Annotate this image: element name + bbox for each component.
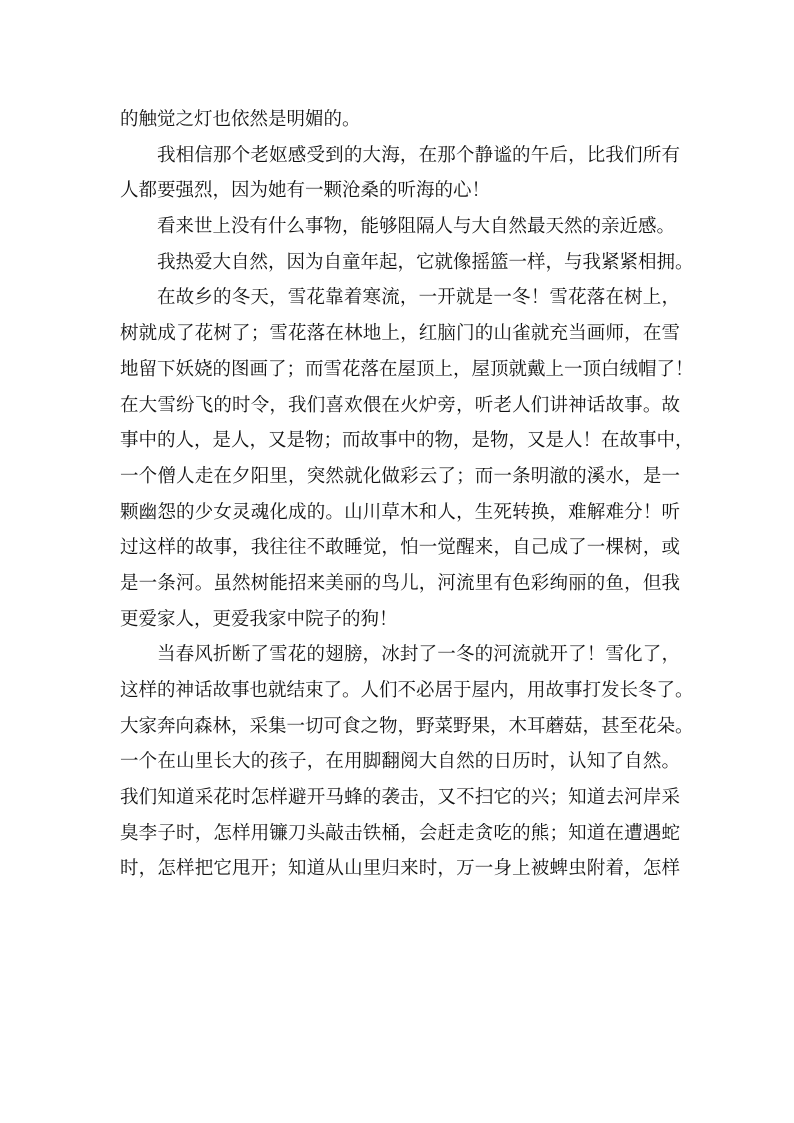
text-line: 大家奔向森林，采集一切可食之物，野菜野果，木耳蘑菇，甚至花朵。 bbox=[120, 715, 694, 737]
text-line: 我相信那个老妪感受到的大海，在那个静谧的午后，比我们所有 bbox=[157, 144, 680, 166]
text-line: 我们知道采花时怎样避开马蜂的袭击，又不扫它的兴；知道去河岸采 bbox=[120, 787, 680, 809]
text-line: 看来世上没有什么事物，能够阻隔人与大自然最天然的亲近感。 bbox=[157, 216, 676, 238]
text-line: 人都要强烈，因为她有一颗沧桑的听海的心！ bbox=[120, 180, 491, 202]
text-line: 当春风折断了雪花的翅膀，冰封了一冬的河流就开了！雪化了， bbox=[157, 644, 680, 666]
text-line: 过这样的故事，我往往不敢睡觉，怕一觉醒来，自己成了一棵树，或 bbox=[120, 537, 680, 559]
text-line: 我热爱大自然，因为自童年起，它就像摇篮一样，与我紧紧相拥。 bbox=[157, 251, 694, 273]
text-line: 更爱家人，更爱我家中院子的狗！ bbox=[120, 608, 398, 630]
text-line: 臭李子时，怎样用镰刀头敲击铁桶，会赶走贪吃的熊；知道在遭遇蛇 bbox=[120, 822, 680, 844]
text-line: 一个僧人走在夕阳里，突然就化做彩云了；而一条明澈的溪水，是一 bbox=[120, 465, 680, 487]
body-text bbox=[120, 102, 694, 887]
text-line: 地留下妖娆的图画了；而雪花落在屋顶上，屋顶就戴上一顶白绒帽了！ bbox=[120, 358, 694, 380]
text-line: 是一条河。虽然树能招来美丽的鸟儿，河流里有色彩绚丽的鱼，但我 bbox=[120, 572, 680, 594]
text-line: 一个在山里长大的孩子，在用脚翻阅大自然的日历时，认知了自然。 bbox=[120, 751, 680, 773]
text-line: 这样的神话故事也就结束了。人们不必居于屋内，用故事打发长冬了。 bbox=[120, 680, 694, 701]
text-line: 颗幽怨的少女灵魂化成的。山川草木和人，生死转换，难解难分！听 bbox=[120, 501, 680, 523]
text-line: 事中的人，是人，又是物；而故事中的物，是物，又是人！在故事中， bbox=[120, 430, 694, 452]
text-line: 时，怎样把它甩开；知道从山里归来时，万一身上被蜱虫附着，怎样 bbox=[120, 858, 680, 880]
text-line: 树就成了花树了；雪花落在林地上，红脑门的山雀就充当画师，在雪 bbox=[120, 323, 680, 345]
text-line: 在故乡的冬天，雪花靠着寒流，一开就是一冬！雪花落在树上， bbox=[157, 287, 680, 309]
text-line: 在大雪纷飞的时令，我们喜欢偎在火炉旁，听老人们讲神话故事。故 bbox=[120, 394, 680, 416]
text-line: 的触觉之灯也依然是明媚的。 bbox=[120, 109, 361, 130]
